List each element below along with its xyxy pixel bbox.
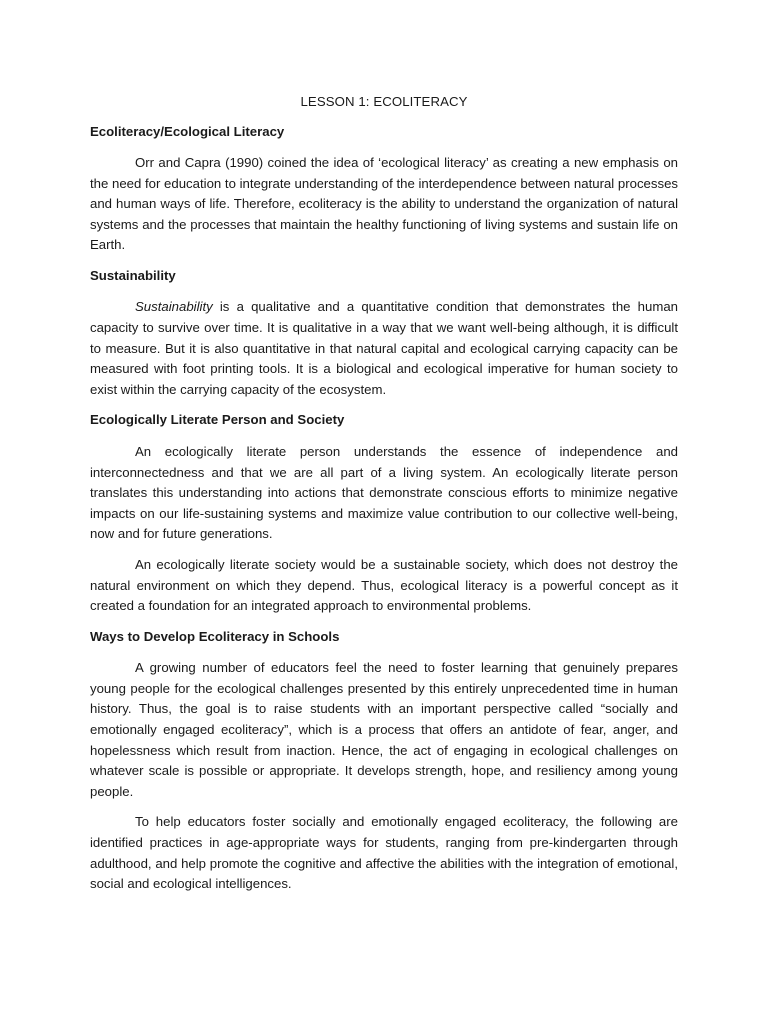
- section-heading-ways-to-develop: Ways to Develop Ecoliteracy in Schools: [90, 628, 340, 644]
- section-heading-ecoliteracy: Ecoliteracy/Ecological Literacy: [90, 123, 285, 139]
- paragraph-sustainability: [90, 297, 678, 400]
- section-heading-literate-person-society: Ecologically Literate Person and Society: [90, 412, 345, 428]
- paragraph-literate-person: An ecologically literate person understands the essence of independence and interconnectedness and that we are all part of a living system. An ecologically literate person translates this understanding into actions that demonstrate conscious efforts to minimize negative impacts on our life-sustaining systems and maximize value contribution to our collective well-being, now and for future generations.: [90, 443, 678, 542]
- section-heading-sustainability: Sustainability: [90, 267, 176, 283]
- document-page: [90, 92, 678, 906]
- italic-term-sustainability: Sustainability: [135, 299, 213, 315]
- paragraph-ecoliteracy-definition: Orr and Capra (1990) coined the idea of ‘ecological literacy’ as creating a new emphasis on the need for education to integrate understanding of the interdependence between natural processes and human ways of life. Therefore, ecoliteracy is the ability to understand the organization of natural systems and the processes that maintain the healthy functioning of living systems and sustain life on Earth.: [90, 155, 678, 253]
- paragraph-literate-society: An ecologically literate society would be a sustainable society, which does not destroy the natural environment on which they depend. Thus, ecological literacy is a powerful concept as it created a foundation for an integrated approach to environmental problems.: [90, 556, 678, 614]
- paragraph-sustainability-text: is a qualitative and a quantitative condition that demonstrates the human capacity to survive over time. It is qualitative in a way that we want well-being although, it is difficult to measure. But it is also quantitative in that natural capital and ecological carrying capacity can be measured with foot printing tools. It is a biological and ecological imperative for human society to exist within the carrying capacity of the ecosystem.: [90, 299, 678, 397]
- page-title: LESSON 1: ECOLITERACY: [300, 94, 468, 109]
- paragraph-ways-growing-number: A growing number of educators feel the need to foster learning that genuinely prepares young people for the ecological challenges presented by this entirely unprecedented time in human history. Thus, the goal is to raise students with an important perspective called “socially and emotionally engaged ecoliteracy”, which is a process that offers an antidote of fear, anger, and hopelessness which result from inaction. Hence, the act of engaging in ecological challenges on whatever scale is possible or appropriate. It develops strength, hope, and resiliency among young people.: [90, 660, 678, 799]
- paragraph-ways-help-educators: To help educators foster socially and emotionally engaged ecoliteracy, the following are identified practices in age-appropriate ways for students, ranging from pre-kindergarten through adulthood, and help promote the cognitive and affective the abilities with the integration of emotional, social and ecological intelligences.: [90, 814, 678, 892]
